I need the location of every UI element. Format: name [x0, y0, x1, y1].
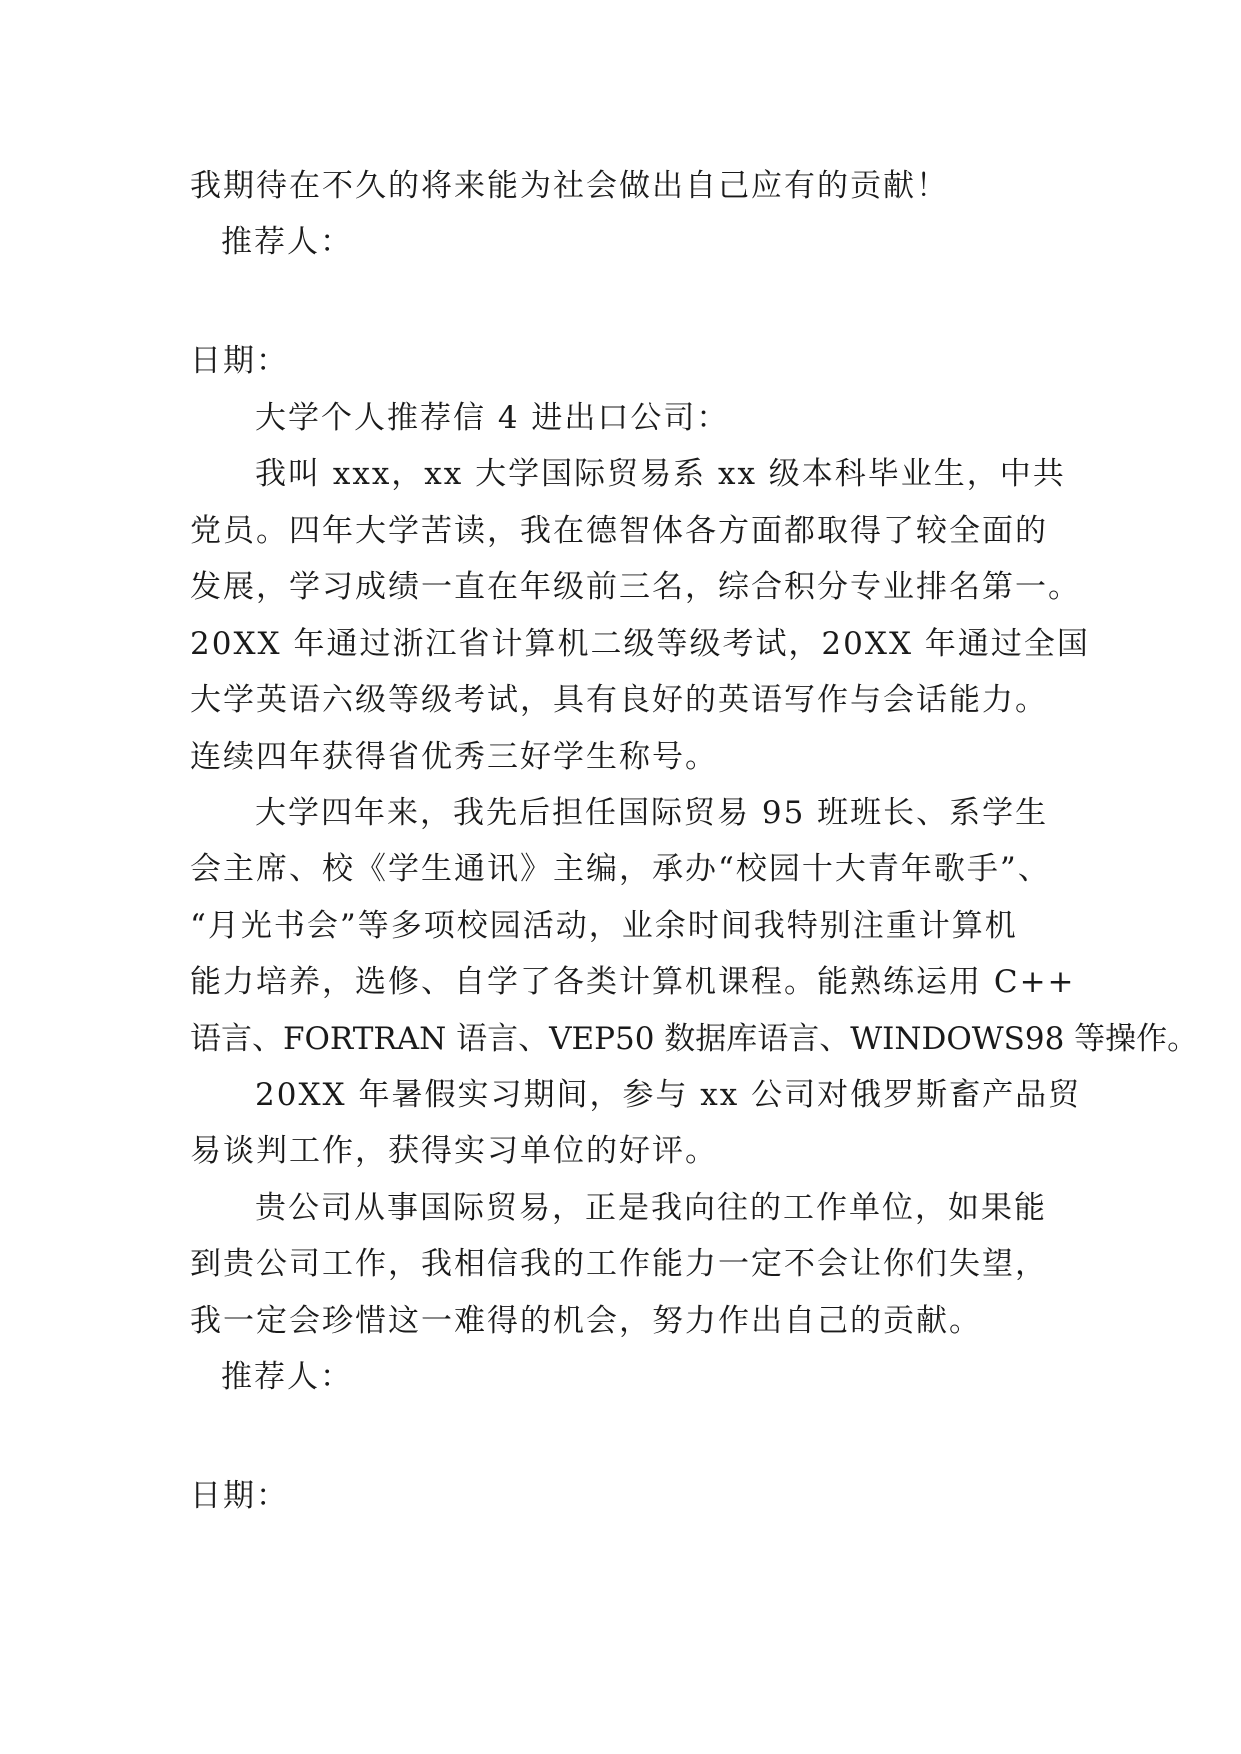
text-line: 连续四年获得省优秀三好学生称号。 — [190, 739, 718, 775]
text-line: 我一定会珍惜这一难得的机会，努力作出自己的贡献。 — [190, 1303, 982, 1339]
text-line: 20XX 年通过浙江省计算机二级等级考试，20XX 年通过全国 — [190, 626, 1090, 662]
recommender-label: 推荐人： — [221, 224, 353, 260]
text-line: 发展，学习成绩一直在年级前三名，综合积分专业排名第一。 — [190, 569, 1081, 605]
text-line: 能力培养，选修、自学了各类计算机课程。能熟练运用 C++ — [190, 964, 1076, 1000]
date-label: 日期： — [190, 1478, 289, 1514]
text-line: “月光书会”等多项校园活动，业余时间我特别注重计算机 — [190, 908, 1018, 944]
date-label: 日期： — [190, 343, 289, 379]
text-line: 党员。四年大学苦读，我在德智体各方面都取得了较全面的 — [190, 513, 1048, 549]
letter-title: 大学个人推荐信 4 进出口公司： — [255, 400, 730, 436]
text-line: 我叫 xxx，xx 大学国际贸易系 xx 级本科毕业生，中共 — [255, 456, 1066, 492]
text-line: 到贵公司工作，我相信我的工作能力一定不会让你们失望， — [190, 1246, 1048, 1282]
text-line: 语言、FORTRAN 语言、VEP50 数据库语言、WINDOWS98 等操作。 — [190, 1021, 1199, 1057]
text-line: 大学四年来，我先后担任国际贸易 95 班班长、系学生 — [255, 795, 1049, 831]
text-line: 我期待在不久的将来能为社会做出自己应有的贡献！ — [190, 168, 949, 204]
text-line: 贵公司从事国际贸易，正是我向往的工作单位，如果能 — [255, 1190, 1047, 1226]
recommender-label: 推荐人： — [221, 1359, 353, 1395]
text-line: 会主席、校《学生通讯》主编，承办“校园十大青年歌手”、 — [190, 851, 1051, 887]
text-line: 易谈判工作，获得实习单位的好评。 — [190, 1133, 718, 1169]
text-line: 大学英语六级等级考试，具有良好的英语写作与会话能力。 — [190, 682, 1048, 718]
text-line: 20XX 年暑假实习期间，参与 xx 公司对俄罗斯畜产品贸 — [255, 1077, 1082, 1113]
